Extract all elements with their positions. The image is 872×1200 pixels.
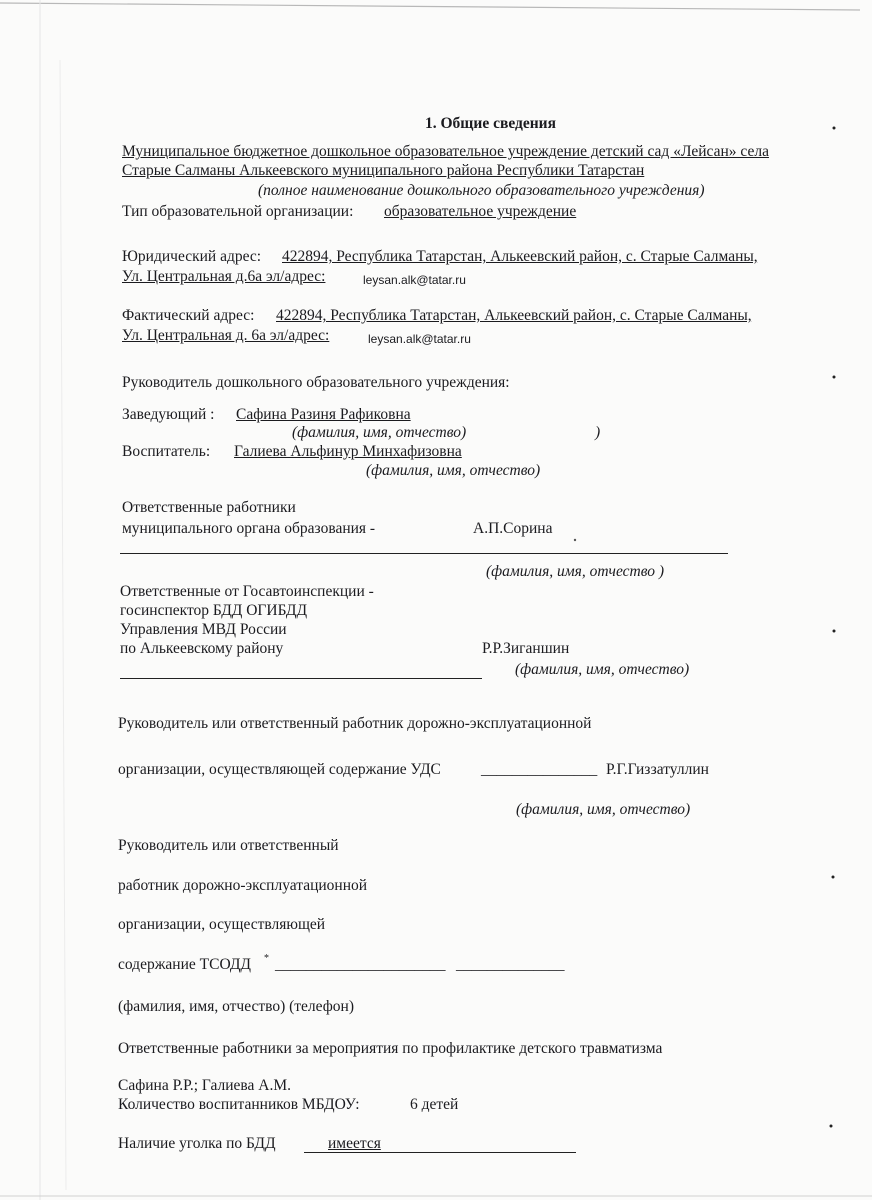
police-line1: Ответственные от Госавтоинспекции - — [120, 583, 374, 600]
institution-name-line2: Старые Салманы Алькеевского муниципального района Республики Татарстан — [122, 162, 645, 179]
bdd-corner-label: Наличие уголка по БДД — [118, 1135, 276, 1152]
police-line3: Управления МВД России — [120, 621, 287, 638]
head-label: Заведующий : — [122, 406, 215, 423]
teacher-name: Галиева Альфинур Минхафизовна — [234, 443, 462, 460]
tsodd-line4: содержание ТСОДД — [118, 956, 252, 973]
actual-address-label: Фактический адрес: — [122, 307, 255, 324]
actual-address-line1: 422894, Республика Татарстан, Алькеевский район, с. Старые Салманы, — [276, 307, 752, 324]
legal-address-line2: Ул. Центральная д.6а эл/адрес: — [122, 268, 326, 285]
police-line2: госинспектор БДД ОГИБДД — [120, 602, 308, 619]
legal-address-label: Юридический адрес: — [122, 248, 262, 265]
legal-address-email: leysan.alk@tatar.ru — [363, 273, 466, 287]
legal-address-line1: 422894, Республика Татарстан, Алькеевский район, с. Старые Салманы, — [282, 248, 758, 265]
tsodd-line2: работник дорожно-эксплуатационной — [118, 877, 368, 894]
road-org-caption: (фамилия, имя, отчество) — [516, 801, 691, 818]
prevention-title: Ответственные работники за мероприятия по профилактике детского травматизма — [118, 1040, 663, 1057]
tsodd-caption: (фамилия, имя, отчество) (телефон) — [118, 998, 354, 1015]
bdd-corner-value: имеется — [328, 1135, 381, 1152]
teacher-caption: (фамилия, имя, отчество) — [366, 462, 541, 479]
pupils-count-label: Количество воспитанников МБДОУ: — [118, 1096, 360, 1113]
road-org-name: Р.Г.Гиззатуллин — [606, 761, 709, 778]
road-org-line2: организации, осуществляющей содержание УДС — [118, 761, 441, 778]
road-org-blank: _______________ — [481, 761, 598, 778]
section-title: 1. Общие сведения — [425, 115, 556, 132]
tsodd-line3: организации, осуществляющей — [118, 916, 326, 933]
prevention-names: Сафина Р.Р.; Галиева А.М. — [118, 1077, 291, 1094]
institution-caption: (полное наименование дошкольного образовательного учреждения) — [258, 182, 705, 199]
municipal-name: А.П.Сорина — [473, 520, 553, 537]
actual-address-email: leysan.alk@tatar.ru — [368, 332, 471, 346]
head-name: Сафина Разиня Рафиковна — [236, 406, 411, 423]
police-line4: по Алькеевскому району — [120, 640, 284, 657]
head-caption-paren: ) — [595, 424, 601, 441]
tsodd-footnote-mark: * — [264, 953, 269, 964]
heads-title: Руководитель дошкольного образовательного учреждения: — [122, 374, 510, 391]
tsodd-blank-phone: ______________ — [456, 956, 565, 973]
tsodd-line1: Руководитель или ответственный — [118, 837, 339, 854]
municipal-line1: Ответственные работники — [122, 499, 296, 516]
institution-name-line1: Муниципальное бюджетное дошкольное образовательное учреждение детский сад «Лейсан» села — [122, 143, 769, 160]
teacher-label: Воспитатель: — [122, 443, 211, 460]
police-name: Р.Р.Зиганшин — [482, 640, 570, 657]
road-org-line1: Руководитель или ответственный работник дорожно-эксплуатационной — [118, 715, 592, 732]
police-caption: (фамилия, имя, отчество) — [515, 661, 690, 678]
pupils-count-value: 6 детей — [410, 1096, 459, 1113]
municipal-caption: (фамилия, имя, отчество ) — [486, 563, 665, 580]
municipal-line2: муниципального органа образования - — [122, 520, 376, 537]
actual-address-line2: Ул. Центральная д. 6а эл/адрес: — [122, 327, 330, 344]
tsodd-blank-name: ______________________ — [275, 956, 446, 973]
org-type-label: Тип образовательной организации: — [122, 203, 354, 220]
org-type-value: образовательное учреждение — [384, 203, 577, 220]
head-caption: (фамилия, имя, отчество) — [292, 424, 467, 441]
